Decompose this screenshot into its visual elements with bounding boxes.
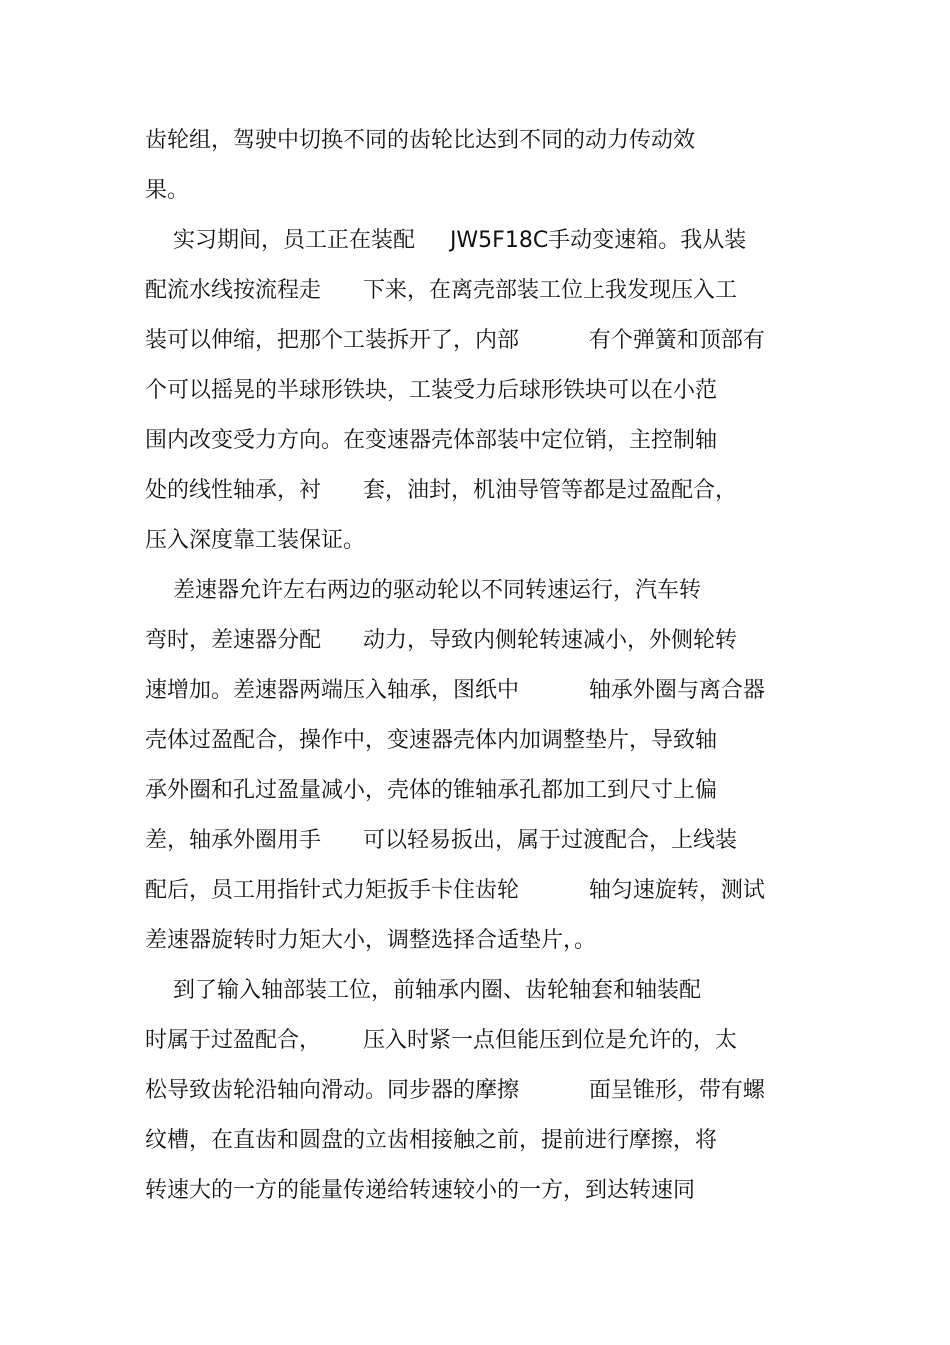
text-line-12: 速增加。差速器两端压入轴承，图纸中 轴承外圈与离合器 [145,678,765,703]
text-line-21: 纹槽，在直齿和圆盘的立齿相接触之前，提前进行摩擦，将 [145,1128,718,1153]
text-line-8: 处的线性轴承，衬 套，油封，机油导管等都是过盈配合， [145,478,737,503]
text-line-18: 到了输入轴部装工位，前轴承内圈、齿轮轴套和轴装配 [145,978,701,1003]
text-line-10: 差速器允许左右两边的驱动轮以不同转速运行，汽车转 [145,578,701,603]
text-line-1: 齿轮组，驾驶中切换不同的齿轮比达到不同的动力传动效 [145,128,696,153]
text-line-5: 装可以伸缩，把那个工装拆开了，内部 有个弹簧和顶部有 [145,328,765,353]
text-line-3: 实习期间，员工正在装配 JW5F18C手动变速箱。我从装 [145,228,747,253]
text-line-4: 配流水线按流程走 下来，在离壳部装工位上我发现压入工 [145,278,737,303]
text-line-22: 转速大的一方的能量传递给转速较小的一方，到达转速同 [145,1178,696,1203]
text-line-20: 松导致齿轮沿轴向滑动。同步器的摩擦 面呈锥形，带有螺 [145,1078,765,1103]
text-line-6: 个可以摇晃的半球形铁块，工装受力后球形铁块可以在小范 [145,378,718,403]
text-line-9: 压入深度靠工装保证。 [145,528,366,553]
text-line-13: 壳体过盈配合，操作中，变速器壳体内加调整垫片，导致轴 [145,728,718,753]
text-line-2: 果。 [145,178,190,203]
text-line-11: 弯时，差速器分配 动力，导致内侧轮转速减小，外侧轮转 [145,628,737,653]
text-line-16: 配后，员工用指针式力矩扳手卡住齿轮 轴匀速旋转，测试 [145,878,765,903]
text-line-17: 差速器旋转时力矩大小，调整选择合适垫片，。 [145,928,597,953]
text-line-19: 时属于过盈配合， 压入时紧一点但能压到位是允许的，太 [145,1028,737,1053]
text-line-14: 承外圈和孔过盈量减小，壳体的锥轴承孔都加工到尺寸上偏 [145,778,718,803]
text-line-15: 差，轴承外圈用手 可以轻易扳出，属于过渡配合，上线装 [145,828,737,853]
text-line-7: 围内改变受力方向。在变速器壳体部装中定位销，主控制轴 [145,428,718,453]
